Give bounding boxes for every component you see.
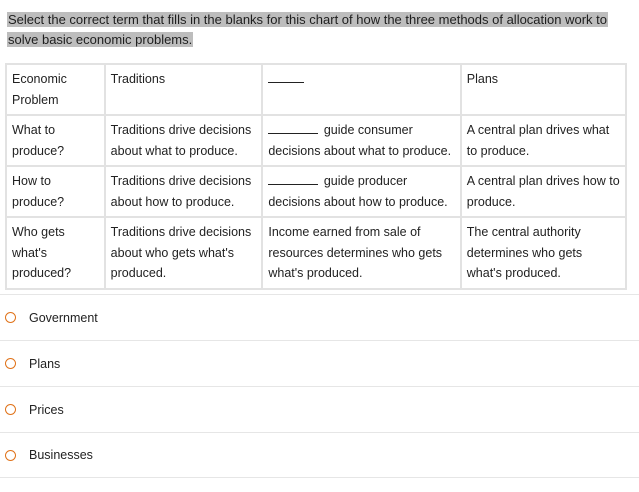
option-prices[interactable] (0, 386, 639, 432)
cell-plans: A central plan drives how to produce. (461, 166, 626, 217)
radio-button-icon[interactable] (5, 312, 16, 323)
cell-problem: How to produce? (6, 166, 105, 217)
question-text (7, 10, 617, 50)
option-plans[interactable] (0, 340, 639, 386)
option-government[interactable] (0, 294, 639, 340)
cell-middle (262, 166, 460, 217)
cell-middle: Income earned from sale of resources determines who gets what's produced. (262, 217, 460, 289)
header-plans: Plans (461, 64, 626, 115)
option-label: Plans (29, 356, 61, 371)
cell-problem: What to produce? (6, 115, 105, 166)
option-label: Businesses (29, 448, 93, 462)
header-blank (262, 64, 460, 115)
question-highlight: Select the correct term that fills in the blanks for this chart of how the three methods of allocation work to solve basic economic problems. (8, 12, 608, 47)
cell-traditions: Traditions drive decisions about what to produce. (105, 115, 263, 166)
table-row (6, 115, 626, 166)
fill-in-blank (268, 121, 318, 134)
option-label: Prices (29, 402, 64, 417)
option-businesses[interactable] (0, 432, 639, 478)
cell-traditions: Traditions drive decisions about how to produce. (105, 166, 263, 217)
allocation-chart (5, 63, 627, 290)
table-row (6, 166, 626, 217)
cell-middle-text: guide producer decisions about how to produce. (268, 174, 448, 209)
answer-options (0, 294, 639, 478)
cell-middle-text: guide consumer decisions about what to produce. (268, 123, 452, 158)
fill-in-blank (268, 70, 304, 83)
radio-button-icon[interactable] (5, 450, 16, 461)
header-economic-problem: Economic Problem (6, 64, 105, 115)
radio-button-icon[interactable] (5, 358, 16, 369)
radio-button-icon[interactable] (5, 404, 16, 415)
cell-plans: The central authority determines who gets what's produced. (461, 217, 626, 289)
header-traditions: Traditions (105, 64, 263, 115)
chart-header-row (6, 64, 626, 115)
cell-plans: A central plan drives what to produce. (461, 115, 626, 166)
fill-in-blank (268, 172, 318, 185)
table-row (6, 217, 626, 289)
option-label: Government (29, 310, 98, 325)
cell-traditions: Traditions drive decisions about who gets what's produced. (105, 217, 263, 289)
cell-middle (262, 115, 460, 166)
cell-problem: Who gets what's produced? (6, 217, 105, 289)
